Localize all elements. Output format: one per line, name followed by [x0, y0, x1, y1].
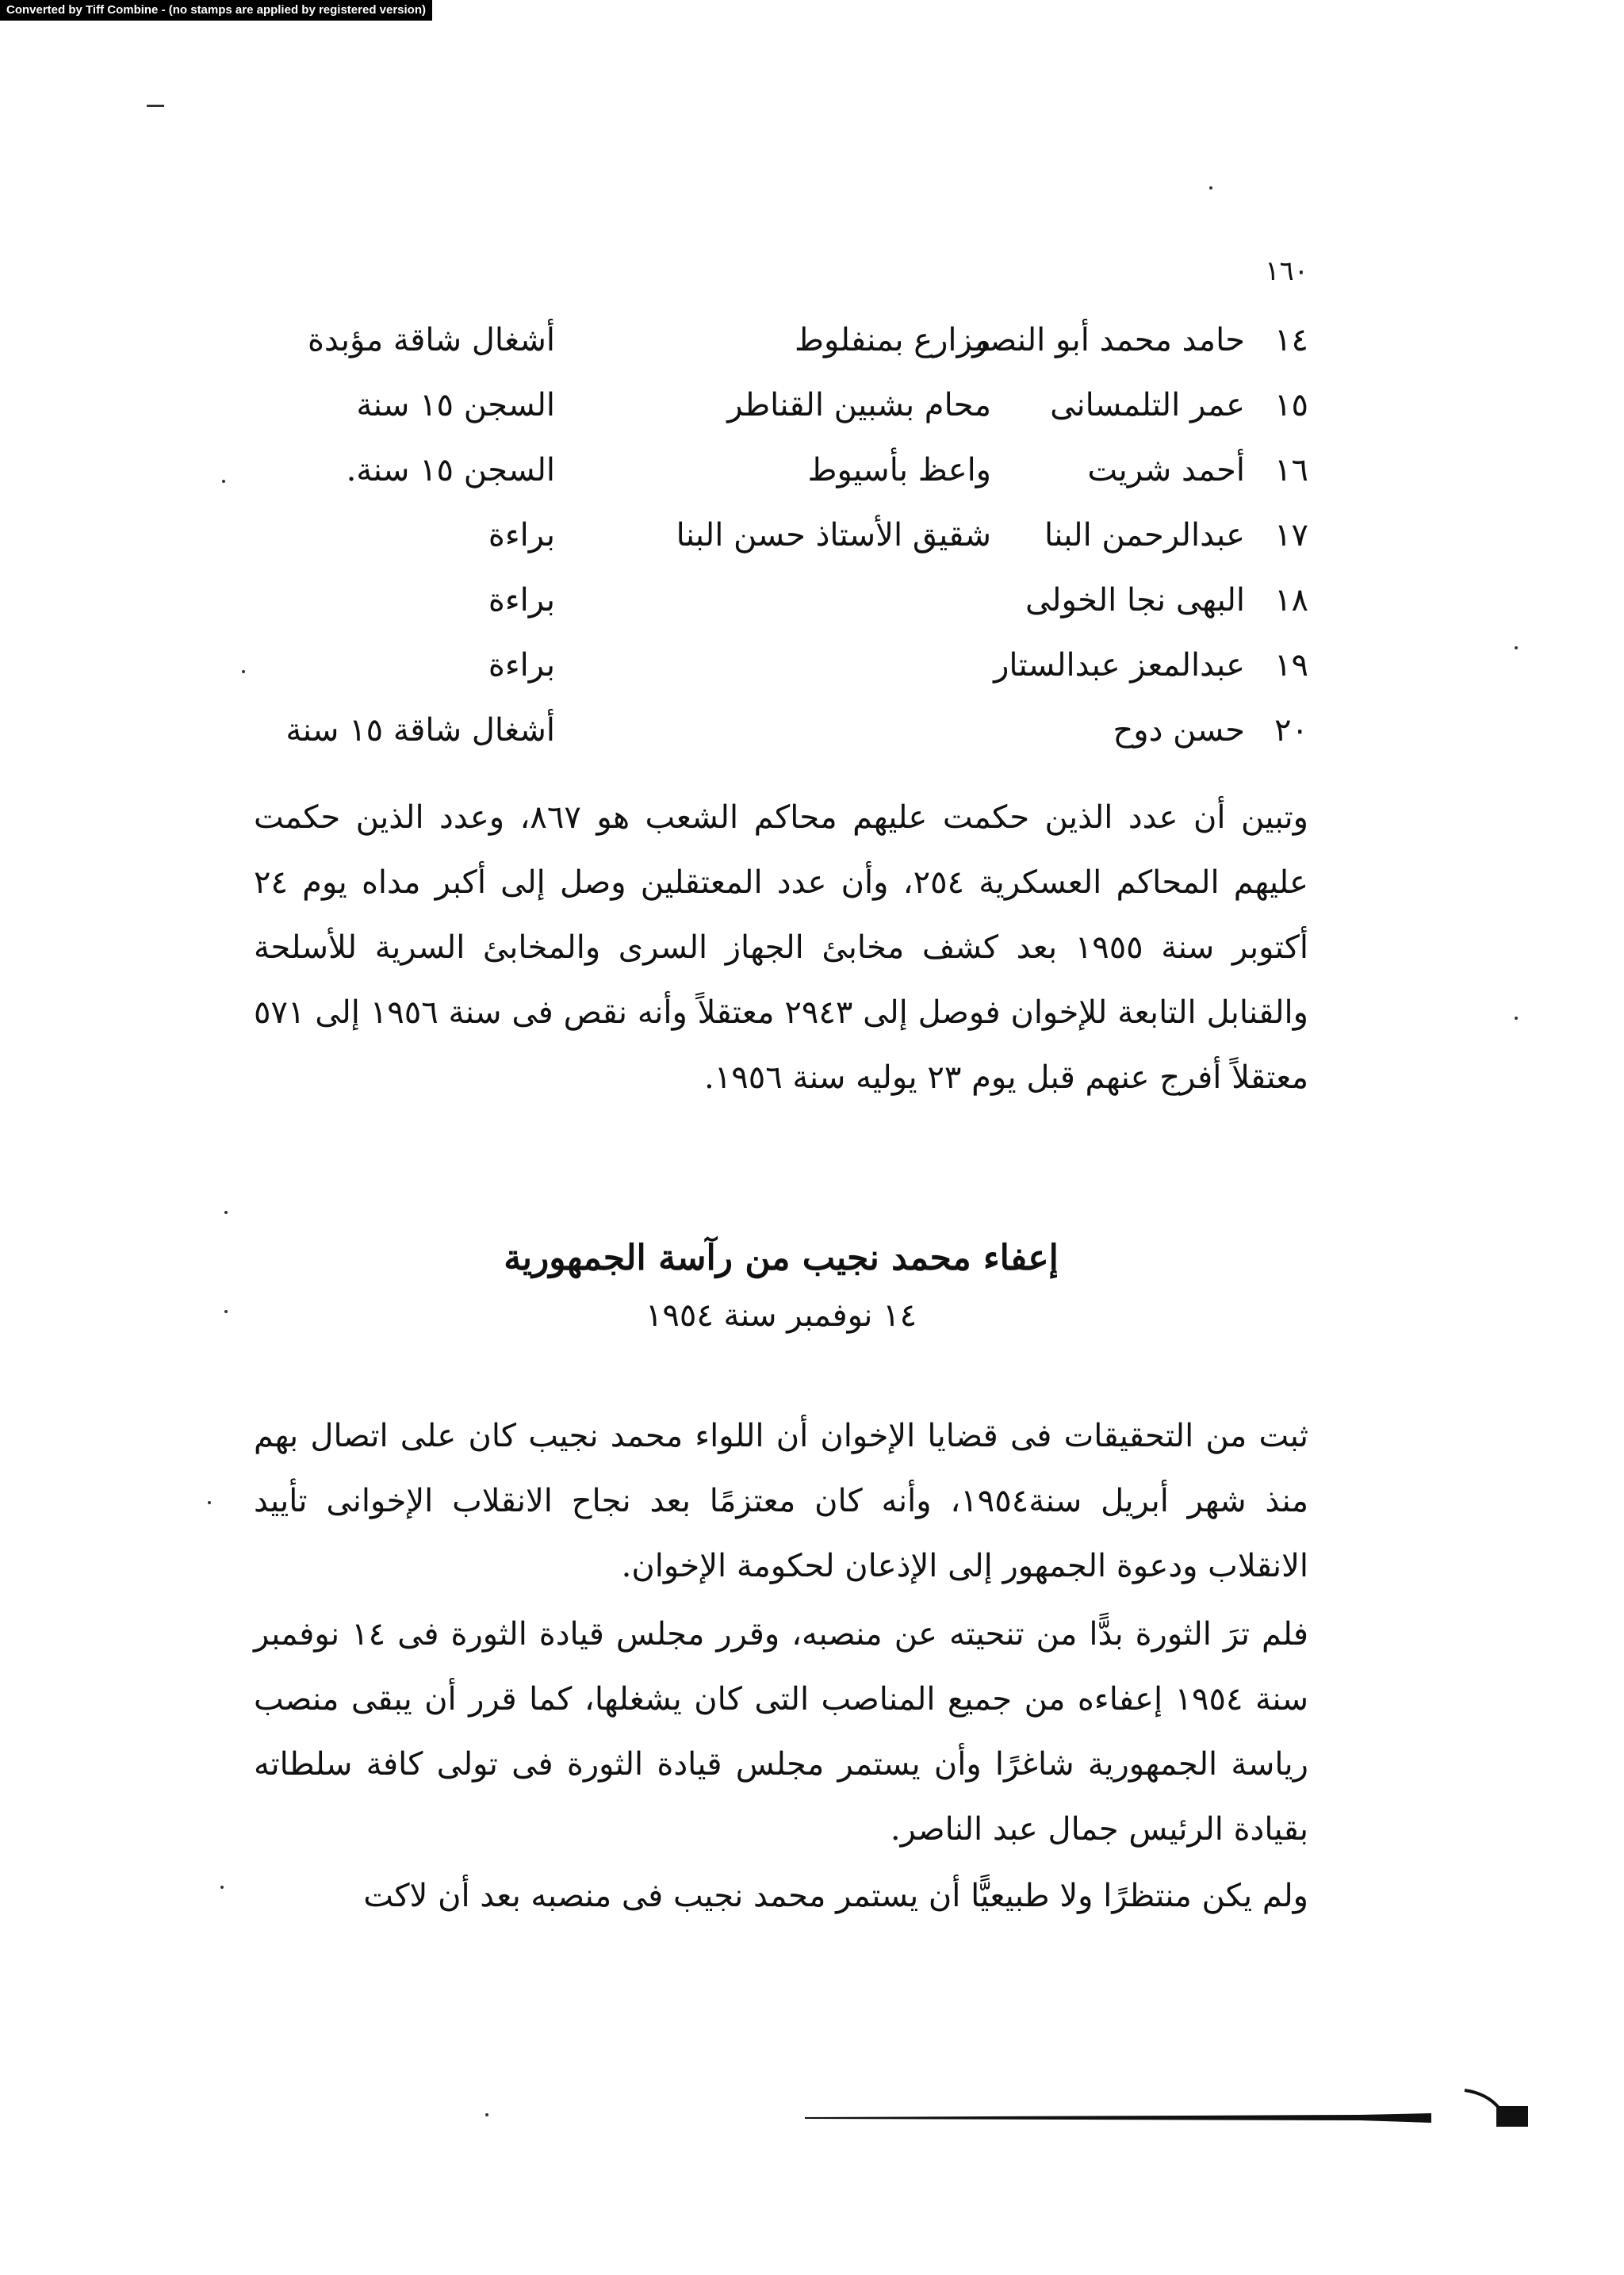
section-date: ١٤ نوفمبر سنة ١٩٥٤ — [645, 1297, 917, 1334]
scan-speck — [224, 1211, 228, 1214]
roster-number: ١٤ — [1274, 322, 1308, 358]
scan-speck — [220, 1886, 224, 1889]
roster-name: أحمد شريت — [1087, 452, 1245, 488]
roster-name: عبدالرحمن البنا — [1044, 517, 1245, 553]
scan-speck — [1209, 186, 1212, 190]
scan-mark-dash — [147, 105, 164, 107]
roster-description: محام بشبين القناطر — [727, 387, 991, 423]
defendants-roster — [254, 308, 1308, 763]
roster-row — [254, 373, 1308, 438]
roster-number: ١٥ — [1274, 387, 1308, 423]
roster-number: ١٩ — [1274, 647, 1308, 684]
body-paragraph: ثبت من التحقيقات فى قضايا الإخوان أن اللواء محمد نجيب كان على اتصال بهم منذ شهر أبريل سنة١٩٥٤، وأنه كان معتزمًا بعد نجاح الانقلاب الإخوانى تأييد الانقلاب ودعوة الجمهور إلى الإذعان لحكومة الإخوان. — [254, 1418, 1309, 1584]
scan-speck — [1515, 646, 1518, 649]
roster-description: واعظ بأسيوط — [807, 452, 991, 488]
converter-banner: Converted by Tiff Combine - (no stamps are applied by registered version) — [0, 0, 432, 21]
scan-speck — [485, 2113, 488, 2116]
scan-speck — [1515, 1017, 1518, 1020]
scan-speck — [208, 1501, 211, 1504]
scan-speck — [242, 670, 245, 673]
roster-name: عمر التلمسانى — [1050, 387, 1245, 423]
roster-description: مزارع بمنفلوط — [795, 322, 991, 358]
roster-verdict: براءة — [488, 517, 555, 553]
roster-number: ١٧ — [1274, 517, 1308, 553]
roster-row — [254, 503, 1308, 568]
bottom-rule — [805, 2113, 1431, 2123]
roster-verdict: براءة — [488, 582, 555, 619]
roster-verdict: براءة — [488, 647, 555, 684]
scan-speck — [224, 1310, 228, 1313]
roster-name: حامد محمد أبو النصر — [972, 322, 1245, 358]
roster-verdict: أشغال شاقة ١٥ سنة — [285, 712, 555, 749]
roster-row — [254, 438, 1308, 503]
roster-description: شقيق الأستاذ حسن البنا — [676, 517, 991, 553]
roster-row — [254, 633, 1308, 698]
roster-verdict: السجن ١٥ سنة — [356, 387, 555, 423]
scan-speck — [222, 480, 225, 483]
roster-name: حسن دوح — [1113, 712, 1245, 749]
roster-number: ١٨ — [1274, 582, 1308, 619]
body-paragraph: ولم يكن منتظرًا ولا طبيعيًّا أن يستمر محمد نجيب فى منصبه بعد أن لاكت — [363, 1878, 1308, 1914]
book-page — [238, 238, 1332, 2181]
section-heading: إعفاء محمد نجيب من رآسة الجمهورية — [504, 1238, 1059, 1278]
body-paragraph: فلم ترَ الثورة بدًّا من تنحيته عن منصبه، وقرر مجلس قيادة الثورة فى ١٤ نوفمبر سنة ١٩٥٤ إعفاءه من جميع المناصب التى كان يشغلها، كما قرر أن يبقى منصب رياسة الجمهورية شاغرًا وأن يستمر مجلس قيادة الثورة فى تولى كافة سلطاته بقيادة الرئيس جمال عبد الناصر. — [254, 1616, 1308, 1848]
roster-name: البهى نجا الخولى — [1025, 582, 1245, 619]
roster-number: ٢٠ — [1274, 712, 1308, 749]
roster-row — [254, 568, 1308, 633]
roster-verdict: أشغال شاقة مؤبدة — [307, 322, 555, 358]
statistics-paragraph: وتبين أن عدد الذين حكمت عليهم محاكم الشعب هو ٨٦٧، وعدد الذين حكمت عليهم المحاكم العسكرية ٢٥٤، وأن عدد المعتقلين وصل إلى أكبر مداه يوم ٢٤ أكتوبر سنة ١٩٥٥ بعد كشف مخابئ الجهاز السرى والمخابئ السرية للأسلحة والقنابل التابعة للإخوان فوصل إلى ٢٩٤٣ معتقلاً وأنه نقص فى سنة ١٩٥٦ إلى ٥٧١ معتقلاً أفرج عنهم قبل يوم ٢٣ يوليه سنة ١٩٥٦. — [254, 799, 1309, 1096]
page-number: ١٦٠ — [1265, 255, 1308, 287]
roster-row — [254, 308, 1308, 373]
roster-verdict: السجن ١٥ سنة. — [346, 452, 555, 488]
scan-corner-mark — [1463, 2085, 1534, 2133]
roster-row — [254, 698, 1308, 763]
roster-number: ١٦ — [1274, 452, 1308, 488]
roster-name: عبدالمعز عبدالستار — [994, 647, 1245, 684]
